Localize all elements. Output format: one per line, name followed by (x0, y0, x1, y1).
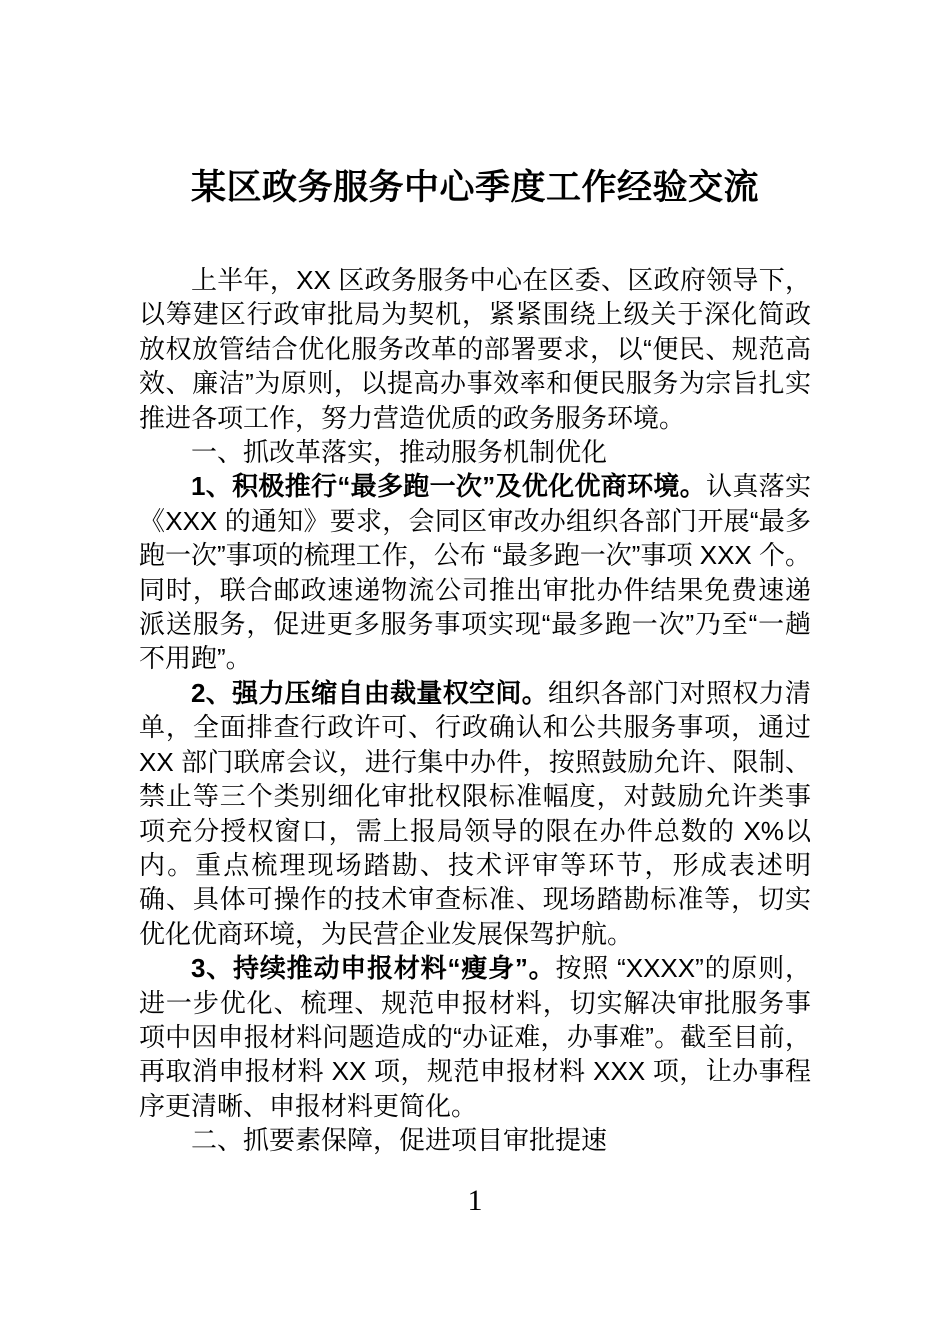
paragraph-bold-lead: 3、持续推动申报材料“瘦身”。 (191, 953, 556, 984)
paragraph-text: 按照 “XXXX”的原则，进一步优化、梳理、规范申报材料，切实解决审批服务事项中因申报材料问题造成的“办证难，办事难”。截至目前，再取消申报材料 XX 项，规范申报材料 XXX 项，让办事程序更清晰、申报材料更简化。 (139, 953, 811, 1121)
section-heading-text: 二、抓要素保障，促进项目审批提速 (191, 1125, 608, 1156)
section-heading-text: 一、抓改革落实，推动服务机制优化 (191, 437, 608, 468)
document-body (139, 263, 811, 1158)
paragraph-item-1 (139, 469, 811, 675)
paragraph-bold-lead: 1、积极推行“最多跑一次”及优化优商环境。 (191, 471, 707, 502)
page-number: 1 (467, 1184, 483, 1217)
paragraph-item-2 (139, 676, 811, 951)
section-heading-2 (139, 1123, 811, 1157)
paragraph-text: 上半年，XX 区政务服务中心在区委、区政府领导下，以筹建区行政审批局为契机，紧紧围绕上级关于深化简政放权放管结合优化服务改革的部署要求，以“便民、规范高效、廉洁”为原则，以提高办事效率和便民服务为宗旨扎实推进各项工作，努力营造优质的政务服务环境。 (139, 265, 811, 433)
paragraph-bold-lead: 2、强力压缩自由裁量权空间。 (191, 677, 549, 708)
paragraph-intro (139, 263, 811, 435)
paragraph-item-3 (139, 951, 811, 1123)
paragraph-text: 认真落实《XXX 的通知》要求，会同区审改办组织各部门开展“最多跑一次”事项的梳理工作，公布 “最多跑一次”事项 XXX 个。同时，联合邮政速递物流公司推出审批办件结果免费速递派送服务，促进更多服务事项实现“最多跑一次”乃至“一趟不用跑”。 (139, 471, 811, 674)
section-heading-1 (139, 435, 811, 469)
paragraph-text: 组织各部门对照权力清单，全面排查行政许可、行政确认和公共服务事项，通过 XX 部门联席会议，进行集中办件，按照鼓励允许、限制、禁止等三个类别细化审批权限标准幅度，对鼓励允许类事项充分授权窗口，需上报局领导的限在办件总数的 X%以内。重点梳理现场踏勘、技术评审等环节，形成表述明确、具体可操作的技术审查标准、现场踏勘标准等，切实优化优商环境，为民营企业发展保驾护航。 (139, 677, 811, 949)
document-title: 某区政务服务中心季度工作经验交流 (190, 168, 759, 207)
